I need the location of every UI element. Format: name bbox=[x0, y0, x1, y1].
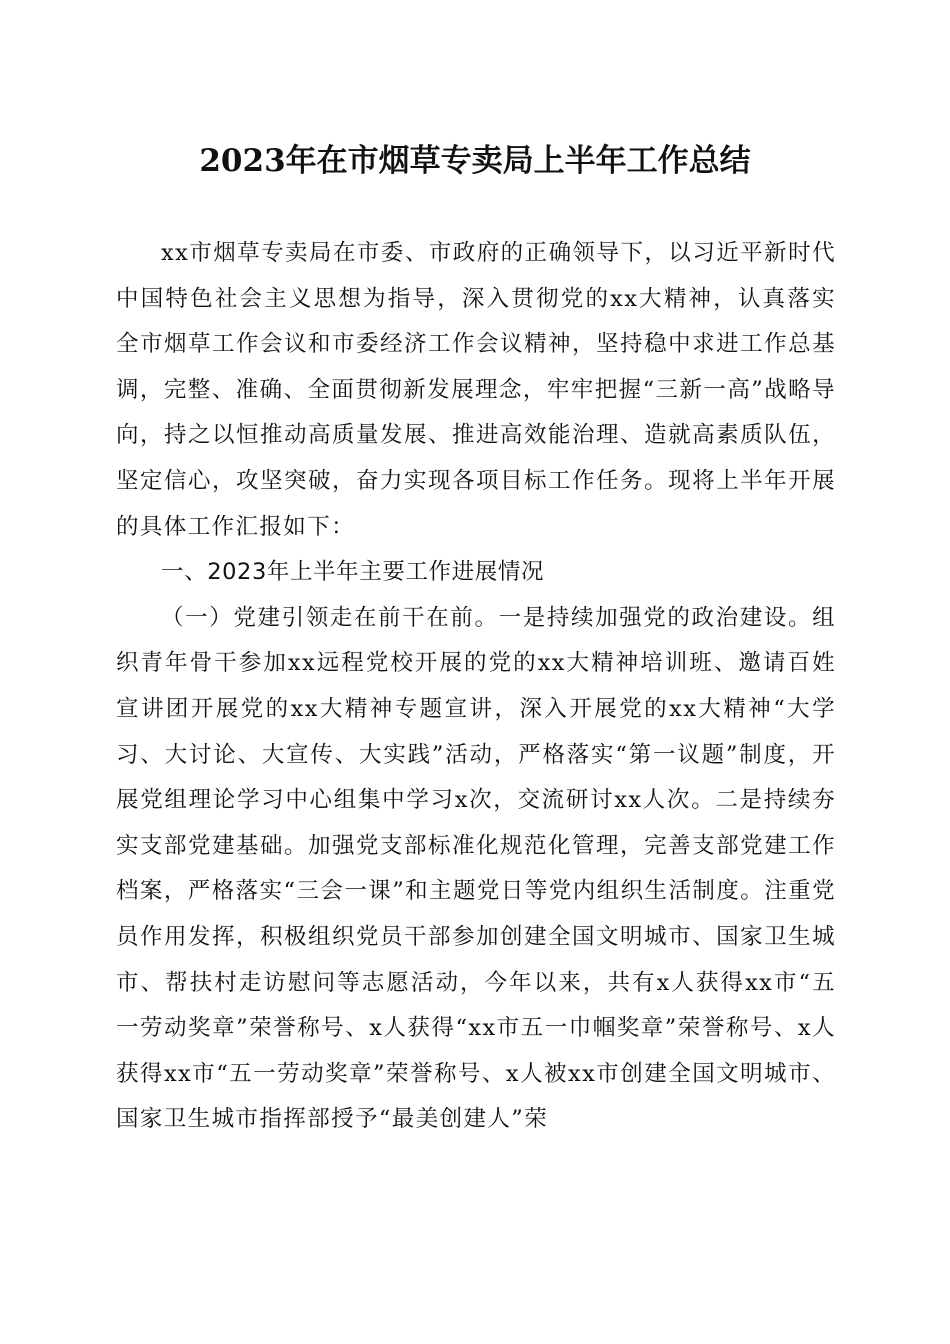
section-heading: 一、2023年上半年主要工作进展情况 bbox=[161, 559, 545, 586]
party-building-paragraph: （一）党建引领走在前干在前。一是持续加强党的政治建设。组织青年骨干参加xx远程党校开展的党的xx大精神培训班、邀请百姓宣讲团开展党的xx大精神专题宣讲，深入开展党的xx大精神“大学习、大讨论、大宣传、大实践”活动，严格落实“第一议题”制度，开展党组理论学习中心组集中学习x次，交流研讨xx人次。二是持续夯实支部党建基础。加强党支部标准化规范化管理，完善支部党建工作档案，严格落实“三会一课”和主题党日等党内组织生活制度。注重党员作用发挥，积极组织党员干部参加创建全国文明城市、国家卫生城市、帮扶村走访慰问等志愿活动，今年以来，共有x人获得xx市“五一劳动奖章”荣誉称号、x人获得“xx市五一巾帼奖章”荣誉称号、x人获得xx市“五一劳动奖章”荣誉称号、x人被xx市创建全国文明城市、国家卫生城市指挥部授予“最美创建人”荣 bbox=[116, 604, 836, 1133]
document-title: 2023年在市烟草专卖局上半年工作总结 bbox=[199, 143, 751, 179]
intro-paragraph: xx市烟草专卖局在市委、市政府的正确领导下，以习近平新时代中国特色社会主义思想为指导，深入贯彻党的xx大精神，认真落实全市烟草工作会议和市委经济工作会议精神，坚持稳中求进工作总基调，完整、准确、全面贯彻新发展理念，牢牢把握“三新一高”战略导向，持之以恒推动高质量发展、推进高效能治理、造就高素质队伍，坚定信心，攻坚突破，奋力实现各项目标工作任务。现将上半年开展的具体工作汇报如下： bbox=[116, 240, 836, 540]
document-body bbox=[116, 231, 836, 1143]
